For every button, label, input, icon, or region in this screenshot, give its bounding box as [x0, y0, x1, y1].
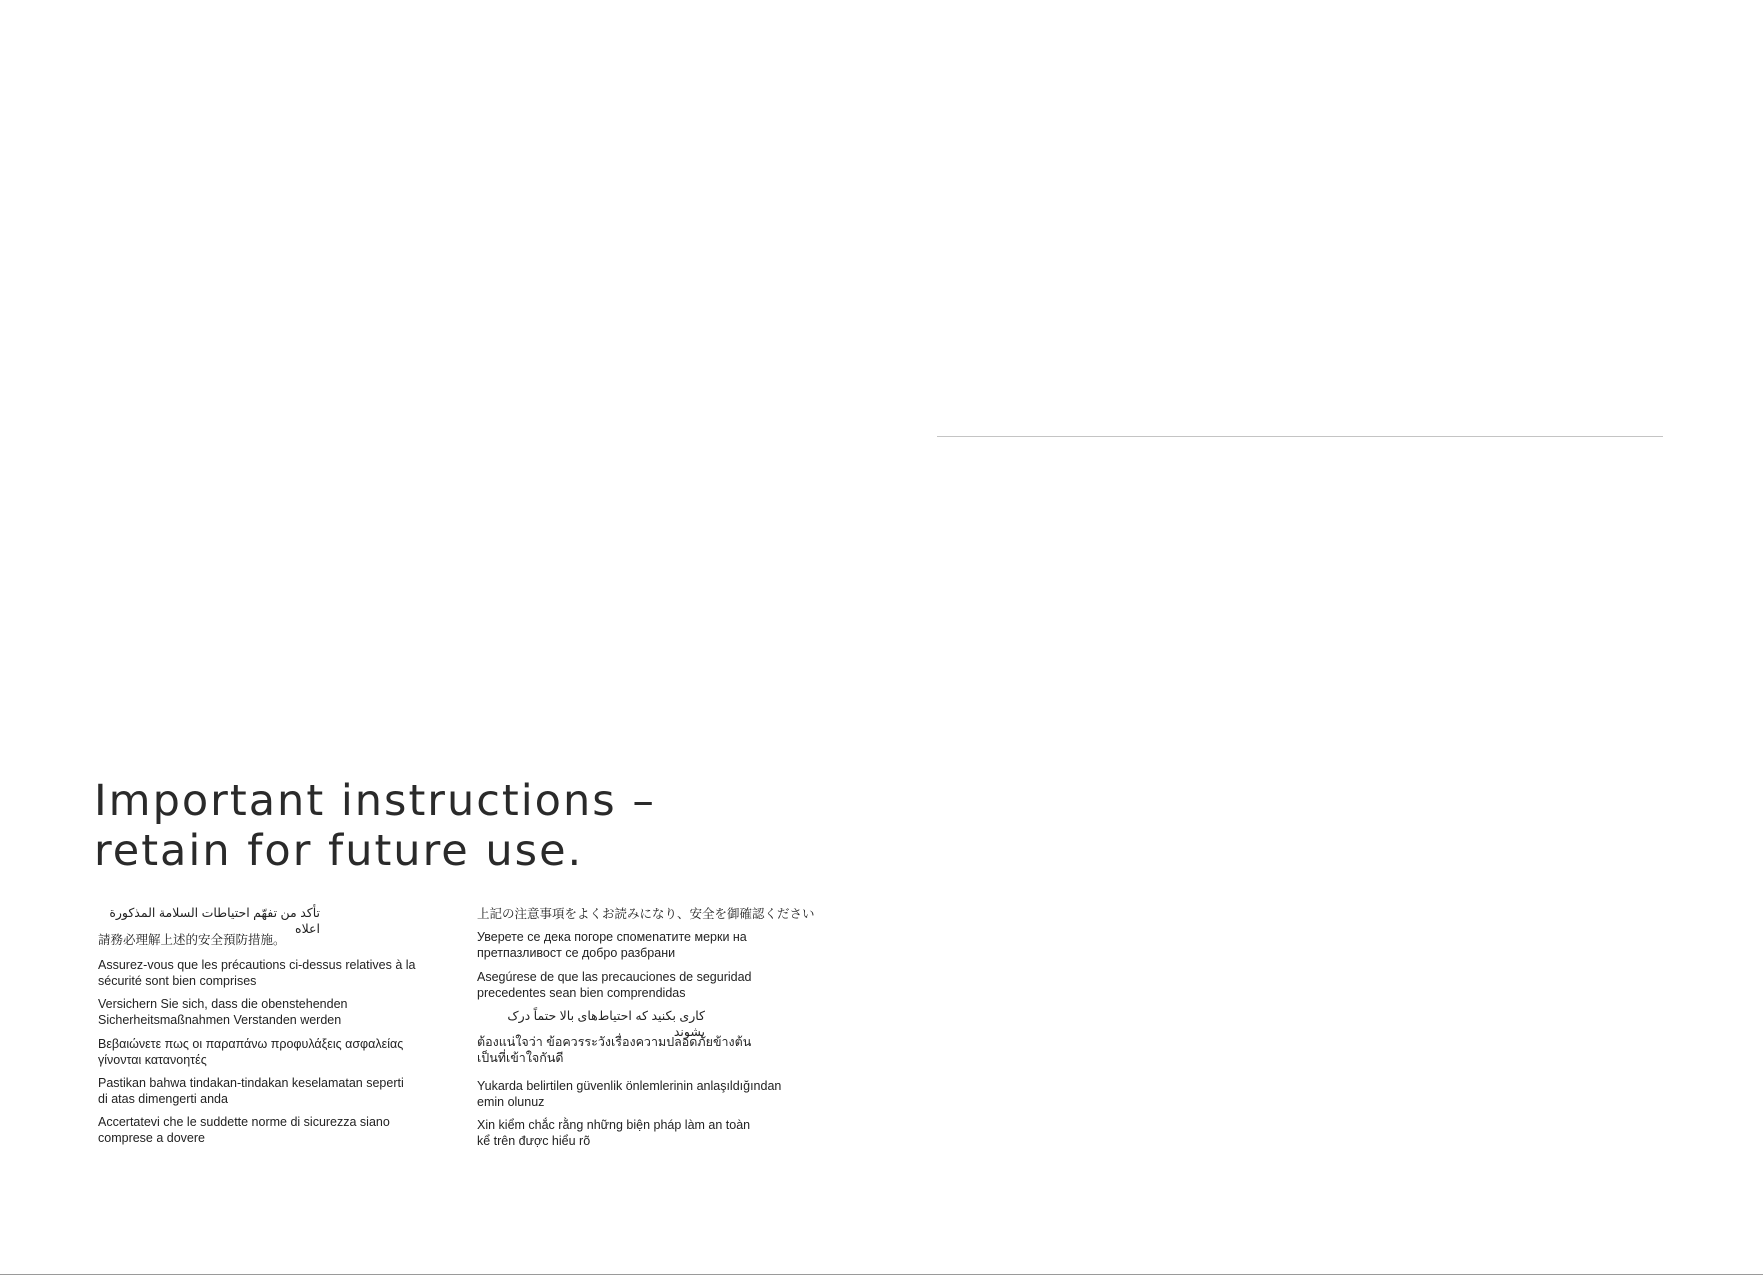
instruction-german: Versichern Sie sich, dass die obenstehenden Sicherheitsmaßnahmen Verstanden werden [98, 997, 348, 1027]
instruction-french: Assurez-vous que les précautions ci-dessus relatives à la sécurité sont bien comprises [98, 958, 416, 988]
instruction-italian: Accertatevi che le suddette norme di sicurezza siano comprese a dovere [98, 1115, 390, 1145]
instruction-greek: Βεβαιώνετε πως οι παραπάνω προφυλάξεις ασφαλείας γίνονται κατανοητές [98, 1037, 404, 1067]
instruction-macedonian: Уверете се дека погоре спомenатите мерки на претпазливост се добро разбрани [477, 930, 747, 960]
instruction-thai: ต้องแน่ใจว่า ข้อควรระวังเรื่องความปลอดภัยข้างต้น เป็นที่เข้าใจกันดี [477, 1035, 752, 1065]
instruction-vietnamese: Xin kiểm chắc rằng những biện pháp làm an toàn kể trên được hiểu rõ [477, 1118, 751, 1148]
instruction-chinese: 請務必理解上述的安全預防措施。 [98, 933, 286, 947]
page-title [94, 776, 656, 876]
instruction-spanish: Asegúrese de que las precauciones de seguridad precedentes sean bien comprendidas [477, 970, 752, 1000]
instruction-arabic: تأكد من تفهّم احتياطات السلامة المذكورة اعلاه [109, 906, 320, 936]
horizontal-divider [937, 436, 1663, 437]
page-bottom-edge [0, 1274, 1763, 1275]
page-title-line-2: retain for future use. [94, 826, 584, 876]
instruction-persian: کاری بکنید که احتیاط‌های بالا حتماً درک بشوند [507, 1009, 705, 1039]
instruction-japanese: 上記の注意事項をよくお読みになり、安全を御確認ください [477, 907, 815, 921]
page-title-line-1: Important instructions – [94, 776, 656, 826]
instruction-indonesian: Pastikan bahwa tindakan-tindakan keselamatan seperti di atas dimengerti anda [98, 1076, 404, 1106]
instruction-turkish: Yukarda belirtilen güvenlik önlemlerinin anlaşıldığından emin olunuz [477, 1079, 782, 1109]
